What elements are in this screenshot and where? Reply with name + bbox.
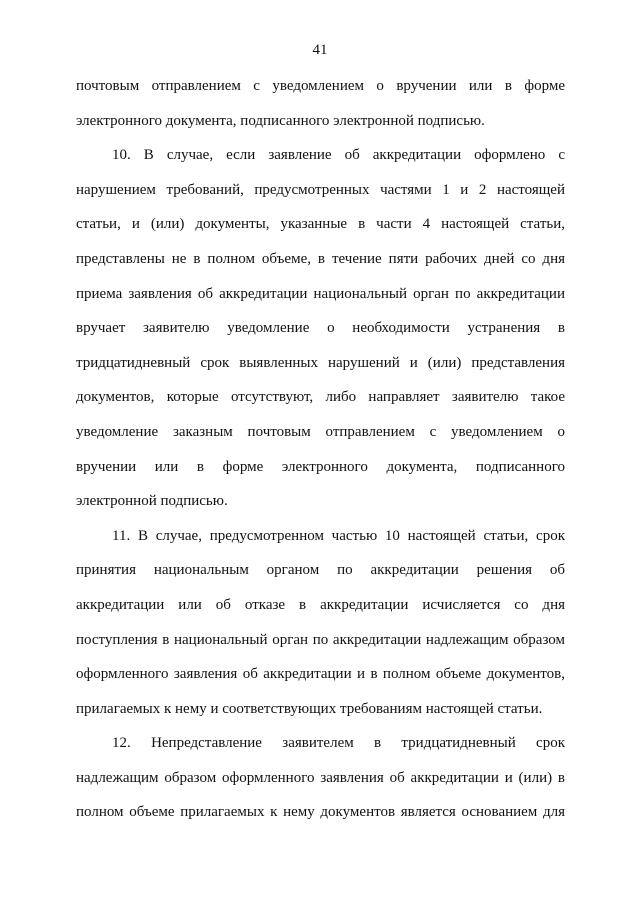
text-line: нарушением требований, предусмотренных частями 1 и 2 настоящей [76,181,565,198]
text-line: электронного документа, подписанного электронной подписью. [76,112,485,129]
text-line: вручает заявителю уведомление о необходимости устранения в [76,320,565,337]
text-line: документов, которые отсутствуют, либо направляет заявителю такое [76,389,565,406]
text-line: уведомление заказным почтовым отправлением с уведомлением о [76,423,565,440]
text-line: надлежащим образом оформленного заявления об аккредитации и (или) в [76,769,565,786]
text-line: 10. В случае, если заявление об аккредитации оформлено с [112,147,565,164]
text-line: оформленного заявления об аккредитации и в полном объеме документов, [76,666,565,683]
text-line: почтовым отправлением с уведомлением о вручении или в форме [76,78,565,94]
text-line: тридцатидневный срок выявленных нарушений и (или) представления [76,354,565,371]
text-line: поступления в национальный орган по аккредитации надлежащим образом [76,631,565,648]
text-line: 11. В случае, предусмотренном частью 10 настоящей статьи, срок [112,527,565,544]
text-line: 12. Непредставление заявителем в тридцатидневный срок [112,735,565,752]
text-line: принятия национальным органом по аккредитации решения об [76,562,565,579]
text-line: вручении или в форме электронного документа, подписанного [76,458,565,475]
page-number: 41 [312,42,328,58]
text-line: прилагаемых к нему и соответствующих требованиям настоящей статьи. [76,700,543,717]
document-body [76,75,565,836]
text-line: аккредитации или об отказе в аккредитации исчисляется со дня [76,596,565,613]
text-line: представлены не в полном объеме, в течение пяти рабочих дней со дня [76,250,565,267]
text-line: статьи, и (или) документы, указанные в части 4 настоящей статьи, [76,216,565,233]
text-line: электронной подписью. [76,493,228,510]
text-line: полном объеме прилагаемых к нему документов является основанием для [76,804,565,821]
text-line: приема заявления об аккредитации национальный орган по аккредитации [76,285,565,302]
